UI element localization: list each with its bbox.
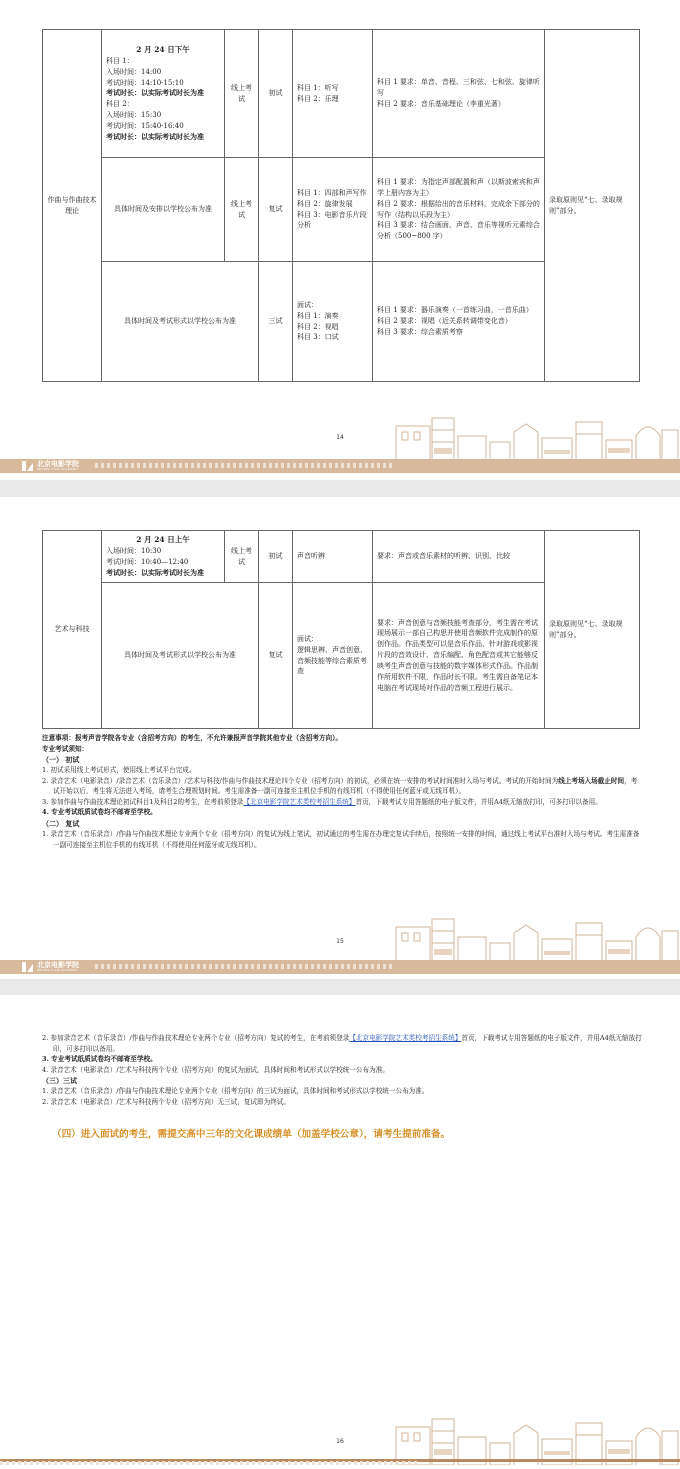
subjects-cell: 声音听辨 bbox=[293, 531, 373, 583]
final-notice: （四）进入面试的考生，需提交高中三年的文化课成绩单（加盖学校公章），请考生提前准备。 bbox=[52, 1129, 451, 1140]
exam-stage-cell: 复试 bbox=[259, 583, 293, 729]
requirement-line: 科目 2 要求：音乐基础理论（李重光著） bbox=[377, 99, 505, 108]
subject-line: 科目 3：口试 bbox=[297, 333, 339, 342]
exam-stage-cell: 初试 bbox=[259, 531, 293, 583]
logo-text-en: BEIJING FILM ACADEMY bbox=[37, 467, 78, 471]
schedule-title: 2 月 24 日下午 bbox=[136, 45, 190, 55]
footer-dots bbox=[0, 1461, 420, 1465]
requirement-line: 科目 1 要求：为指定声部配置和声（以斯波索宾和声学上册内容为主） bbox=[377, 177, 540, 197]
academy-logo bbox=[22, 962, 79, 972]
requirement-line: 科目 3 要求：结合画面、声音、音乐等视听元素综合分析（500~800 字） bbox=[377, 221, 540, 241]
schedule-line: 考试时间：10:40—12:40 bbox=[106, 557, 189, 566]
schedule-line: 入场时间：15:30 bbox=[106, 111, 162, 120]
page-15 bbox=[0, 497, 680, 979]
requirements-cell bbox=[373, 30, 545, 158]
schedule-line: 考试时长：以实际考试时长为准 bbox=[106, 567, 204, 577]
subjects-cell bbox=[293, 30, 373, 158]
exam-stage-cell: 复试 bbox=[259, 158, 293, 262]
note-item: 1. 录音艺术（音乐录音）/作曲与作曲技术理论专业两个专业（招考方向）的三试为面试，具体时间和考试形式以学校统一公布为准。 bbox=[42, 1087, 429, 1096]
requirement-line: 科目 2 要求：视唱（近关系转调带变化音） bbox=[377, 317, 512, 326]
subjects-cell bbox=[293, 262, 373, 382]
footer-bar bbox=[0, 459, 680, 473]
footer-dots bbox=[95, 463, 395, 468]
schedule-cell: 具体时间及考试形式以学校公布为准 bbox=[102, 262, 259, 382]
note-item: 1. 初试采用线上考试形式，使用线上考试平台完成。 bbox=[42, 766, 196, 775]
subject-line: 面试： bbox=[297, 300, 318, 309]
admission-system-link[interactable]: 【北京电影学院艺术类校考招生系统】 bbox=[243, 797, 356, 806]
academy-logo-icon bbox=[22, 962, 33, 972]
logo-text-en: BEIJING FILM ACADEMY bbox=[37, 968, 78, 972]
note-item: 2. 录音艺术（电影录音）/艺术与科技两个专业（招考方向）无三试，复试即为终试。 bbox=[42, 1097, 290, 1106]
page-16 bbox=[0, 995, 680, 1469]
academy-logo bbox=[22, 461, 79, 471]
subject-line: 科目 1：演奏 bbox=[297, 311, 339, 320]
note-item: 4. 录音艺术（电影录音）/艺术与科技两个专业（招考方向）的复试为面试，具体时间和考试形式以学校统一公布为准。 bbox=[42, 1065, 389, 1074]
schedule-title: 2 月 24 日上午 bbox=[136, 535, 190, 545]
admission-cell: 录取原则见“七、录取规则”部分。 bbox=[545, 30, 640, 382]
schedule-cell: 具体时间及安排以学校公布为准 bbox=[102, 158, 225, 262]
notes-heading: 专业考试须知： bbox=[42, 744, 89, 753]
requirements-cell bbox=[373, 158, 545, 262]
requirement-line: 科目 1 要求：单音、音程、三和弦、七和弦、旋律听写 bbox=[377, 78, 540, 98]
schedule-line: 科目 1： bbox=[106, 56, 134, 65]
requirement-line: 科目 2 要求：根据给出的音乐材料，完成余下部分的写作（结构以乐段为主） bbox=[377, 199, 540, 219]
exam-table-composition bbox=[42, 29, 640, 382]
requirements-cell bbox=[373, 262, 545, 382]
subject-line: 科目 2：视唱 bbox=[297, 322, 339, 331]
subject-line: 科目 1：四部和声写作 bbox=[297, 188, 367, 197]
exam-mode-cell: 线上考试 bbox=[225, 531, 259, 583]
schedule-cell bbox=[102, 30, 225, 158]
exam-mode-cell: 线上考试 bbox=[225, 30, 259, 158]
schedule-cell bbox=[102, 531, 225, 583]
schedule-line: 考试时长：以实际考试时长为准 bbox=[106, 131, 204, 141]
section-heading: （一） 初试 bbox=[42, 755, 80, 765]
subject-line: 科目 2：旋律发展 bbox=[297, 199, 353, 208]
schedule-line: 考试时间：15:40-16:40 bbox=[106, 122, 184, 130]
note-text: 3. 参加作曲与作曲技术理论初试科目1及科目2的考生，在考前须登录 bbox=[42, 797, 244, 806]
subjects-cell bbox=[293, 158, 373, 262]
requirement-line: 科目 1 要求：器乐演奏（一首练习曲，一首乐曲） bbox=[377, 306, 533, 315]
schedule-line: 考试时间：14:10-15:10 bbox=[106, 78, 184, 87]
subject-line: 科目 3：电影音乐片段分析 bbox=[297, 210, 367, 230]
note-text: 2. 参加录音艺术（音乐录音）/作曲与作曲技术理论专业两个专业（招考方向）复试的考生，在考前须登录 bbox=[42, 1034, 350, 1042]
schedule-lines bbox=[106, 56, 220, 143]
note-item bbox=[42, 1033, 642, 1054]
warning-note: 注意事项：报考声音学院各专业（含招考方向）的考生，不允许兼报声音学院其他专业（含招考方向）。 bbox=[42, 734, 343, 742]
page-number: 14 bbox=[336, 434, 344, 441]
note-emphasis: 线上考场入场截止时间 bbox=[558, 776, 625, 785]
footer-bar bbox=[0, 960, 680, 974]
subjects-cell bbox=[293, 583, 373, 729]
note-item bbox=[42, 797, 642, 808]
note-item: 3. 专业考试纸质试卷均不邮寄至学校。 bbox=[42, 1055, 157, 1064]
subject-line: 面试： bbox=[297, 634, 318, 643]
note-text: 考试的开始时间为 bbox=[505, 776, 559, 785]
note-text: 首页，下载考试专用答题纸的电子版文件，并用A4纸无缩放打印，可多打印以备用。 bbox=[53, 1034, 642, 1053]
requirement-line: 科目 3 要求：综合素质考察 bbox=[377, 327, 463, 336]
requirements-cell: 要求：声音创意与音频技能考查部分，考生需在考试现场展示一部自己构思并使用音频软件完成制作的原创作品。作品类型可以是音乐作品、针对游戏或影视片段的音效设计、音乐编配、角色配音或其它能够反映考生声音创意与技能的数字媒体形式作品。作品制作所用软件不限，作品时长不限。考生需自备笔记本电脑在考试现场对作品的音频工程进行展示。 bbox=[373, 583, 545, 729]
note-text: ，考试开始以后，考生将无法进入考场，请考生合理规划时间。考生需准备一副可连接至主机位手机的有线耳机（不得使用任何蓝牙或无线耳机）。 bbox=[53, 776, 638, 796]
campus-skyline-illustration bbox=[392, 412, 680, 464]
academy-logo-icon bbox=[22, 461, 33, 471]
logo-text-cn: 北京电影学院 bbox=[37, 961, 79, 969]
page-number: 15 bbox=[336, 938, 344, 945]
subject-line: 科目 2：乐理 bbox=[297, 94, 339, 103]
note-item: 1. 录音艺术（音乐录音）/作曲与作曲技术理论专业两个专业（招考方向）的复试为线上笔试，初试通过的考生需在办理完复试手续后，按照统一安排的时间，通过线上考试平台准时入场与考试。考生需准备一副可连接至主机位手机的有线耳机（不得使用任何蓝牙或无线耳机）。 bbox=[42, 830, 640, 849]
note-item bbox=[42, 776, 642, 797]
subject-line: 逻辑思辨、声音创意、音频技能等综合素质考查 bbox=[297, 645, 367, 676]
exam-table-art-tech bbox=[42, 530, 640, 729]
exam-stage-cell: 初试 bbox=[259, 30, 293, 158]
schedule-lines bbox=[106, 546, 220, 579]
schedule-line: 科目 2： bbox=[106, 100, 134, 109]
major-cell: 艺术与科技 bbox=[43, 531, 102, 729]
footer-dots bbox=[95, 964, 395, 969]
campus-skyline-illustration bbox=[392, 913, 680, 965]
campus-skyline-illustration bbox=[392, 1413, 680, 1465]
note-text: 2. 录音艺术（电影录音）/录音艺术（音乐录音）/艺术与科技/作曲与作曲技术理论四个专业（招考方向）的初试，必须在统一安排的考试时间准时入场与考试。 bbox=[42, 776, 506, 785]
schedule-line: 入场时间：14:00 bbox=[106, 67, 162, 76]
major-cell: 作曲与作曲技术理论 bbox=[43, 30, 102, 382]
schedule-line: 考试时长：以实际考试时长为准 bbox=[106, 88, 204, 98]
logo-text-cn: 北京电影学院 bbox=[37, 460, 79, 468]
exam-notes bbox=[42, 1033, 642, 1107]
admission-cell: 录取原则见“七、录取规则”部分。 bbox=[545, 531, 640, 729]
admission-system-link[interactable]: 【北京电影学院艺术类校考招生系统】 bbox=[349, 1034, 462, 1042]
schedule-line: 入场时间：10:30 bbox=[106, 547, 162, 556]
note-item: 4. 专业考试纸质试卷均不邮寄至学校。 bbox=[42, 808, 157, 817]
page-14 bbox=[0, 0, 680, 480]
requirements-cell: 要求：声音或音乐素材的听辨、识别、比较 bbox=[373, 531, 545, 583]
section-heading: （二） 复试 bbox=[42, 819, 80, 829]
note-text: 首页，下载考试专用答题纸的电子版文件，并用A4纸无缩放打印，可多打印以备用。 bbox=[355, 797, 602, 806]
page-number: 16 bbox=[336, 1438, 344, 1445]
exam-stage-cell: 三试 bbox=[259, 262, 293, 382]
subject-line: 科目 1：听写 bbox=[297, 83, 339, 92]
exam-notes bbox=[42, 733, 642, 850]
section-heading: （三）三试 bbox=[42, 1076, 77, 1086]
schedule-cell: 具体时间及考试形式以学校公布为准 bbox=[102, 583, 259, 729]
exam-mode-cell: 线上考试 bbox=[225, 158, 259, 262]
